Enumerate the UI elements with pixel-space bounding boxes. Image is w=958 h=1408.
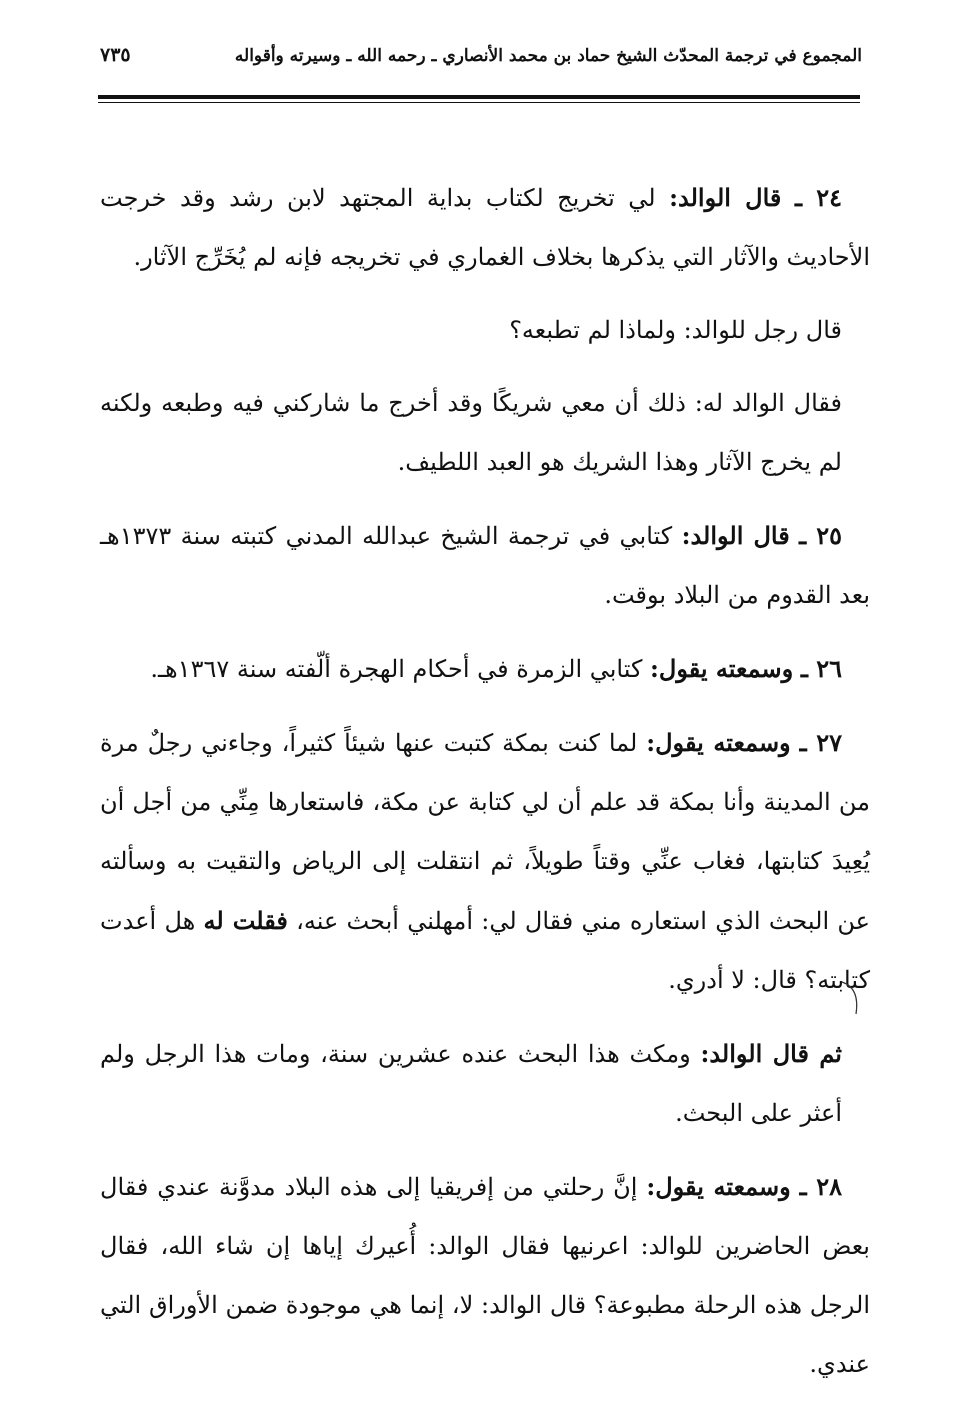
paragraph-text: لي تخريج لكتاب بداية المجتهد لابن رشد وقد خرجت الأحاديث والآثار التي يذكرها بخلاف الغماري في تخريجه فإنه لم يُخَرِّج الآثار. [100,184,870,271]
paragraph-text: لما كنت بمكة كتبت عنها شيئاً كثيراً، وجاءني رجلٌ مرة من المدينة وأنا بمكة قد علم أن لي كتابة عن مكة، فاستعارها مِنِّي من أجل أن يُعِيدَ كتابتها، فغاب عنِّي وقتاً طويلاً، ثم انتقلت إلى الرياض والتقيت به وسألته عن البحث الذي استعاره مني فقال لي: أمهلني أبحث عنه، [100,729,870,935]
paragraph-28 [100,1157,870,1394]
item-number: ٢٧ ـ [799,728,842,757]
paragraph-26 [100,639,870,699]
paragraph-24 [100,168,870,287]
paragraph-lead: قال الوالد: [681,521,790,550]
item-number: ٢٦ ـ [800,654,842,683]
body-text [100,168,870,1408]
header-rule-thick [98,95,860,99]
paragraph-bold-phrase: فقلت له [203,906,288,935]
running-header [100,38,862,82]
paragraph-text: هل أعدت كتابته؟ قال: لا أدري. [100,907,870,994]
paragraph-lead: قال الوالد: [669,183,782,212]
paragraph-text: كتابي الزمرة في أحكام الهجرة ألّفته سنة ١٣٦٧هـ. [150,655,643,683]
paragraph-lead: وسمعته يقول: [650,654,794,683]
paragraph-27-continued [100,1024,870,1143]
page-number: ٧٣٥ [100,44,131,66]
item-number: ٢٤ ـ [794,183,843,212]
paragraph-answer [100,374,870,492]
paragraph-27 [100,713,870,1010]
paragraph-text: ومكث هذا البحث عنده عشرين سنة، ومات هذا الرجل ولم أعثر على البحث. [100,1040,842,1127]
paragraph-text: فقال الوالد له: ذلك أن معي شريكًا وقد أخرج ما شاركني فيه وطبعه ولكنه لم يخرج الآثار وهذا الشريك هو العبد اللطيف. [100,389,842,476]
paragraph-text: إنَّ رحلتي من إفريقيا إلى هذه البلاد مدوَّنة عندي فقال بعض الحاضرين للوالد: اعرنيها فقال الوالد: أُعيرك إياها إن شاء الله، فقال الرجل هذه الرحلة مطبوعة؟ قال الوالد: لا، إنما هي موجودة ضمن الأوراق التي عندي. [100,1173,870,1378]
paragraph-lead: وسمعته يقول: [646,728,791,757]
paragraph-text: كتابي في ترجمة الشيخ عبدالله المدني كتبته سنة ١٣٧٣هـ بعد القدوم من البلاد بوقت. [100,522,870,609]
header-rule-thin [98,102,860,103]
paragraph-lead: ثم قال الوالد: [700,1039,842,1068]
paragraph-lead: وسمعته يقول: [646,1172,791,1201]
paragraph-text: قال رجل للوالد: ولماذا لم تطبعه؟ [509,316,842,344]
paragraph-25 [100,506,870,625]
header-title: المجموع في ترجمة المحدّث الشيخ حماد بن محمد الأنصاري ـ رحمه الله ـ وسيرته وأقواله [234,46,862,66]
item-number: ٢٨ ـ [799,1172,843,1201]
margin-pen-mark [838,978,868,1018]
item-number: ٢٥ ـ [799,521,842,550]
paragraph-question [100,301,870,360]
